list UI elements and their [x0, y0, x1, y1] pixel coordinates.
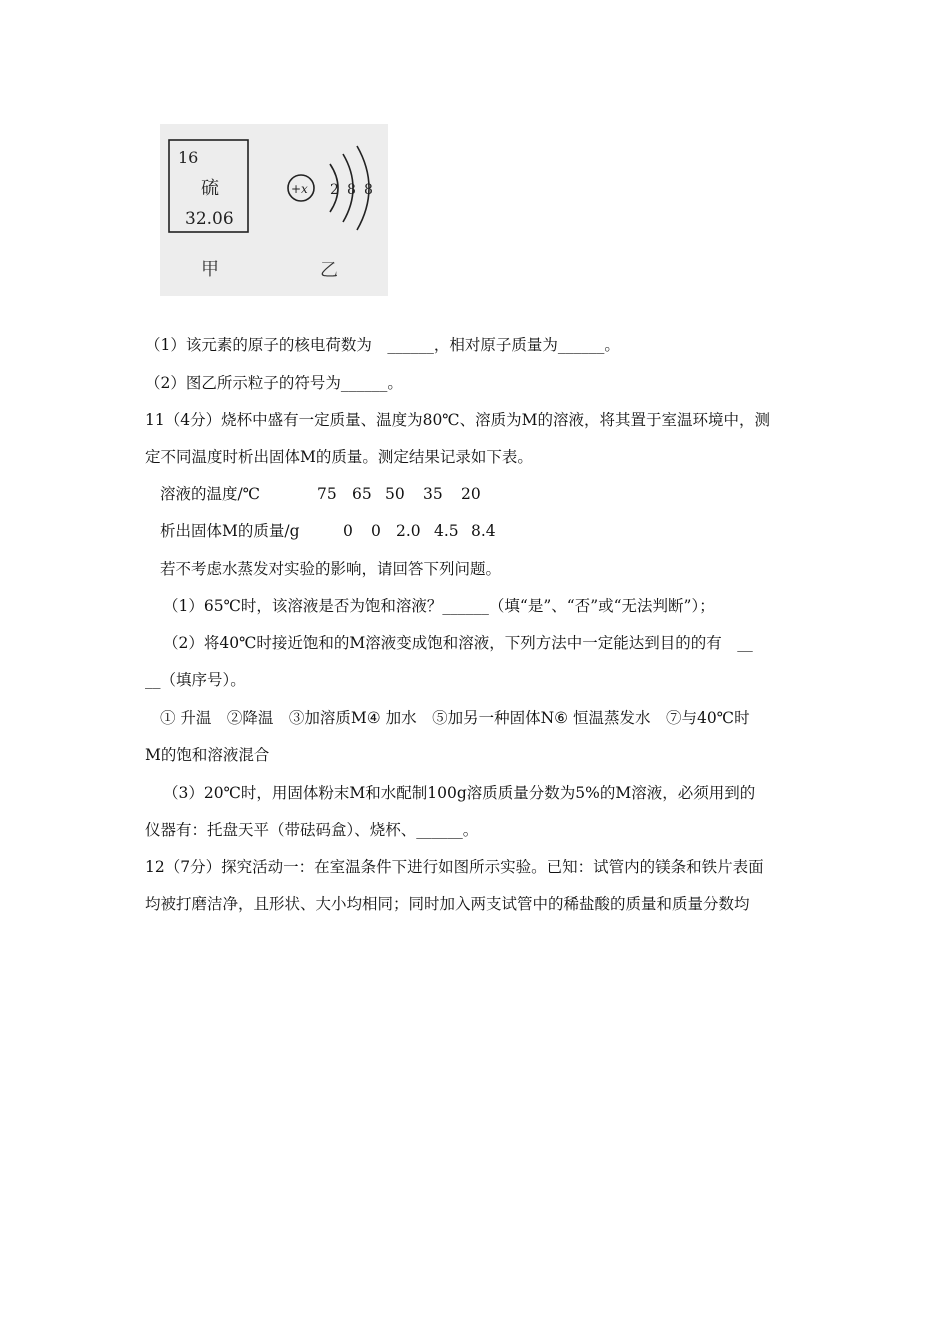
question-11-part-3-line-2: 仪器有：托盘天平（带砝码盒）、烧杯、______。 — [145, 821, 479, 839]
table-cell: 0 — [371, 522, 381, 540]
question-11-intro-line-1: 11（4分）烧杯中盛有一定质量、温度为80℃、溶质为M的溶液，将其置于室温环境中，测 — [145, 411, 771, 429]
table-cell: 65 — [352, 485, 372, 503]
question-11-options-line-2: M的饱和溶液混合 — [145, 746, 270, 764]
label-jia: 甲 — [201, 259, 219, 280]
question-11-options-line-1: ① 升温 ②降温 ③加溶质M④ 加水 ⑤加另一种固体N⑥ 恒温蒸发水 ⑦与40℃时 — [160, 709, 750, 727]
question-11-part-2-line-2: __（填序号）。 — [145, 671, 246, 689]
question-11-part-3-line-1: （3）20℃时，用固体粉末M和水配制100g溶质质量分数为5%的M溶液，必须用到的 — [163, 784, 756, 802]
question-10-part-1: （1）该元素的原子的核电荷数为 ______，相对原子质量为______。 — [145, 336, 620, 354]
question-12-line-1: 12（7分）探究活动一：在室温条件下进行如图所示实验。已知：试管内的镁条和铁片表面 — [145, 858, 764, 876]
row-label: 析出固体M的质量/g — [160, 522, 300, 540]
sulfur-figure — [160, 124, 388, 296]
table-cell: 2.0 — [396, 522, 421, 540]
table-cell: 0 — [343, 522, 353, 540]
question-11-part-2-line-1: （2）将40℃时接近饱和的M溶液变成饱和溶液，下列方法中一定能达到目的的有 __ — [163, 634, 753, 652]
shell-electrons-1: 2 — [330, 182, 339, 198]
table-cell: 35 — [423, 485, 443, 503]
table-cell: 20 — [461, 485, 481, 503]
table-cell: 50 — [385, 485, 405, 503]
question-11-note: 若不考虑水蒸发对实验的影响，请回答下列问题。 — [160, 560, 502, 578]
atomic-mass: 32.06 — [185, 209, 234, 229]
atomic-number: 16 — [178, 148, 199, 167]
table-cell: 8.4 — [471, 522, 496, 540]
question-11-intro-line-2: 定不同温度时析出固体M的质量。测定结果记录如下表。 — [145, 448, 533, 466]
question-11-part-1: （1）65℃时，该溶液是否为饱和溶液？______（填“是”、“否”或“无法判断”）； — [163, 597, 715, 615]
shell-electrons-3: 8 — [364, 182, 373, 198]
element-name: 硫 — [201, 178, 219, 199]
label-yi: 乙 — [320, 260, 338, 281]
table-cell: 75 — [317, 485, 337, 503]
shell-electrons-2: 8 — [347, 182, 356, 198]
row-label: 溶液的温度/℃ — [160, 485, 261, 503]
question-12-line-2: 均被打磨洁净，且形状、大小均相同；同时加入两支试管中的稀盐酸的质量和质量分数均 — [145, 895, 750, 913]
table-cell: 4.5 — [434, 522, 459, 540]
nucleus-charge: +x — [291, 182, 308, 196]
question-10-part-2: （2）图乙所示粒子的符号为______。 — [145, 374, 403, 392]
